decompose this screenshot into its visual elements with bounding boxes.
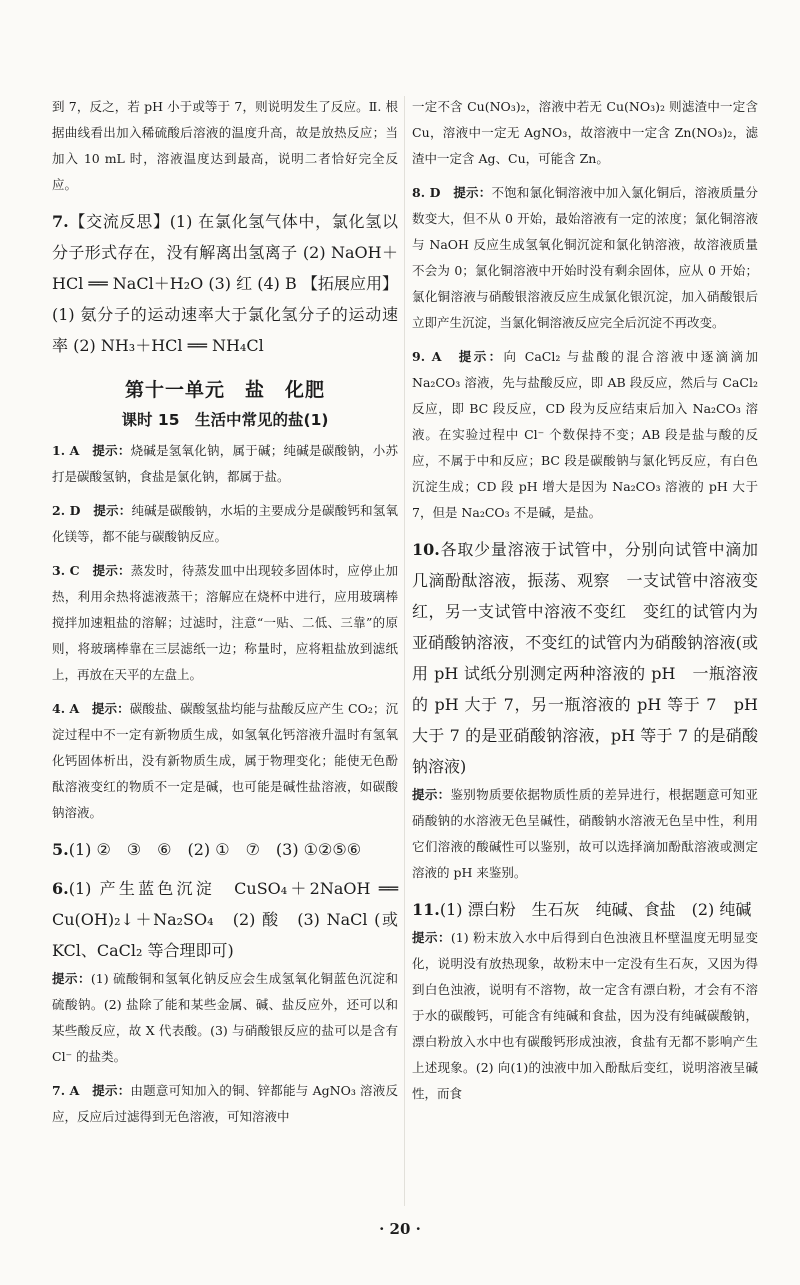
hint-text: 不饱和氯化铜溶液中加入氯化铜后，溶液质量分数变大，但不从 0 开始，最始溶液有一定的浓度；氯化铜溶液与 NaOH 反应生成氢氧化铜沉淀和氯化钠溶液，故溶液质量不会为 0；氯化铜溶液中开始时没有剩余固体，应从 0 开始；氯化铜溶液与硝酸银溶液反应生成氯化银沉淀，加入硝酸银后立即产生沉淀，当氯化铜溶液反应完全后沉淀不再改变。 [412, 185, 758, 330]
left-column [52, 94, 398, 1130]
answer-text: (1) 产生蓝色沉淀 CuSO₄＋2NaOH ══ Cu(OH)₂↓＋Na₂SO₄ (2) 酸 (3) NaCl (或 KCl、CaCl₂ 等合理即可) [52, 879, 398, 960]
answer-text: (1) 漂白粉 生石灰 纯碱、食盐 (2) 纯碱 [439, 900, 752, 919]
lesson-title: 课时 15 生活中常见的盐(1) [121, 411, 329, 429]
answer-number: 6. [52, 879, 69, 898]
answer-text: 各取少量溶液于试管中，分别向试管中滴加几滴酚酞溶液，振荡、观察 一支试管中溶液变红，另一支试管中溶液不变红 变红的试管内为亚硝酸钠溶液，不变红的试管内为硝酸钠溶液(或用 pH 试纸分别测定两种溶液的 pH 一瓶溶液的 pH 大于 7，另一瓶溶液的 pH 等于 7 pH 大于 7 的是亚硝酸钠溶液，pH 等于 7 的是硝酸钠溶液) [412, 540, 758, 776]
answer-head: 3. C [52, 563, 80, 578]
hint-label: 提示： [92, 1083, 131, 1098]
answer-head: 9. A [412, 349, 442, 364]
hint-label: 提示： [92, 443, 131, 458]
answer-9 [412, 344, 758, 526]
hint-text: 向 CaCl₂ 与盐酸的混合溶液中逐滴滴加 Na₂CO₃ 溶液，先与盐酸反应，即 AB 段反应，然后与 CaCl₂ 反应，即 BC 段反应，CD 段为反应结束后加入 Na₂CO₃ 溶液。在实验过程中 Cl⁻ 个数保持不变；AB 段是盐与酸的反应，不属于中和反应；BC 段是碳酸钠与氯化钙反应，有白色沉淀生成；CD 段 pH 增大是因为 Na₂CO₃ 溶液的 pH 大于 7，但是 Na₂CO₃ 不是碱，是盐。 [412, 349, 758, 520]
hint-label: 提示： [412, 930, 451, 945]
hint-text: (1) 硫酸铜和氢氧化钠反应会生成氢氧化铜蓝色沉淀和硫酸钠。(2) 盐除了能和某些金属、碱、盐反应外，还可以和某些酸反应，故 X 代表酸。(3) 与硝酸银反应的盐可以是含有 Cl⁻ 的盐类。 [52, 971, 398, 1064]
answer-7 [52, 206, 398, 361]
answer-3 [52, 558, 398, 688]
hint-text: 蒸发时，待蒸发皿中出现较多固体时，应停止加热，利用余热将滤液蒸干；溶解应在烧杯中进行，应用玻璃棒搅拌加速粗盐的溶解；过滤时，注意“一贴、二低、三靠”的原则，将玻璃棒靠在三层滤纸一边；称量时，应将粗盐放到滤纸上，再放在天平的左盘上。 [52, 563, 398, 682]
continuation-paragraph: 到 7，反之，若 pH 小于或等于 7，则说明发生了反应。Ⅱ. 根据曲线看出加入稀硫酸后溶液的温度升高，故是放热反应；当加入 10 mL 时，溶液温度达到最高，说明二者恰好完全反应。 [52, 99, 398, 192]
answer-10 [412, 534, 758, 782]
hint-label: 提示： [453, 185, 492, 200]
answer-6 [52, 873, 398, 966]
answer-2 [52, 498, 398, 550]
answer-11 [412, 894, 758, 925]
answer-number: 5. [52, 840, 69, 859]
hint-label: 提示： [412, 787, 451, 802]
hint-text: (1) 粉末放入水中后得到白色浊液且杯壁温度无明显变化，说明没有放热现象，故粉末中一定没有生石灰，又因为得到白色浊液，说明有不溶物，故一定含有漂白粉，才会有不溶于水的碳酸钙，可能含有纯碱和食盐，因为没有纯碱碳酸钠，漂白粉放入水中也有碳酸钙形成浊液，食盐有无都不影响产生上述现象。(2) 向(1)的浊液中加入酚酞后变红，说明溶液呈碱性，而食 [412, 930, 758, 1101]
answer-text: 【交流反思】(1) 在氯化氢气体中，氯化氢以分子形式存在，没有解离出氢离子 (2) NaOH＋HCl ══ NaCl＋H₂O (3) 红 (4) B 【拓展应用】(1) 氨分子的运动速率大于氯化氢分子的运动速率 (2) NH₃＋HCl ══ NH₄Cl [52, 212, 398, 355]
hint-text: 纯碱是碳酸钠，水垢的主要成分是碳酸钙和氢氧化镁等，都不能与碳酸钠反应。 [52, 503, 398, 544]
right-column [412, 94, 758, 1107]
answer-head: 1. A [52, 443, 80, 458]
answer-10-hint [412, 782, 758, 886]
answer-7b [52, 1078, 398, 1130]
answer-1 [52, 438, 398, 490]
answer-head: 7. A [52, 1083, 80, 1098]
answer-5 [52, 834, 398, 865]
answer-head: 2. D [52, 503, 81, 518]
answer-number: 7. [52, 212, 69, 231]
hint-text: 烧碱是氢氧化钠，属于碱；纯碱是碳酸钠，小苏打是碳酸氢钠，食盐是氯化钠，都属于盐。 [52, 443, 398, 484]
column-divider [404, 96, 405, 1206]
answer-number: 10. [412, 540, 440, 559]
hint-label: 提示： [458, 349, 504, 364]
hint-text: 碳酸盐、碳酸氢盐均能与盐酸反应产生 CO₂；沉淀过程中不一定有新物质生成，如氢氧化钙溶液升温时有氢氧化钙固体析出，没有新物质生成，属于物理变化；能使无色酚酞溶液变红的物质不一定是碱，也可能是碱性盐溶液，如碳酸钠溶液。 [52, 701, 398, 820]
answer-text: (1) ② ③ ⑥ (2) ① ⑦ (3) ①②⑤⑥ [68, 840, 362, 859]
answer-4 [52, 696, 398, 826]
answer-8 [412, 180, 758, 336]
hint-text: 鉴别物质要依据物质性质的差异进行，根据题意可知亚硝酸钠的水溶液无色呈碱性，硝酸钠水溶液无色呈中性，利用它们溶液的酸碱性可以鉴别，故可以选择滴加酚酞溶液或测定溶液的 pH 来鉴别。 [412, 787, 758, 880]
hint-text: 由题意可知加入的铜、锌都能与 AgNO₃ 溶液反应，反应后过滤得到无色溶液，可知溶液中 [52, 1083, 398, 1124]
hint-label: 提示： [92, 563, 131, 578]
hint-label: 提示： [93, 503, 132, 518]
unit-title: 第十一单元 盐 化肥 [124, 379, 325, 401]
hint-label: 提示： [52, 971, 91, 986]
answer-head: 4. A [52, 701, 80, 716]
answer-number: 11. [412, 900, 440, 919]
continuation-paragraph: 一定不含 Cu(NO₃)₂，溶液中若无 Cu(NO₃)₂ 则滤渣中一定含 Cu，溶液中一定无 AgNO₃，故溶液中一定含 Zn(NO₃)₂，滤渣中一定含 Ag、Cu，可能含 Zn。 [412, 99, 758, 166]
answer-6-hint [52, 966, 398, 1070]
answer-11-hint [412, 925, 758, 1107]
hint-label: 提示： [91, 701, 130, 716]
page-number: · 20 · [379, 1220, 421, 1238]
answer-head: 8. D [412, 185, 441, 200]
